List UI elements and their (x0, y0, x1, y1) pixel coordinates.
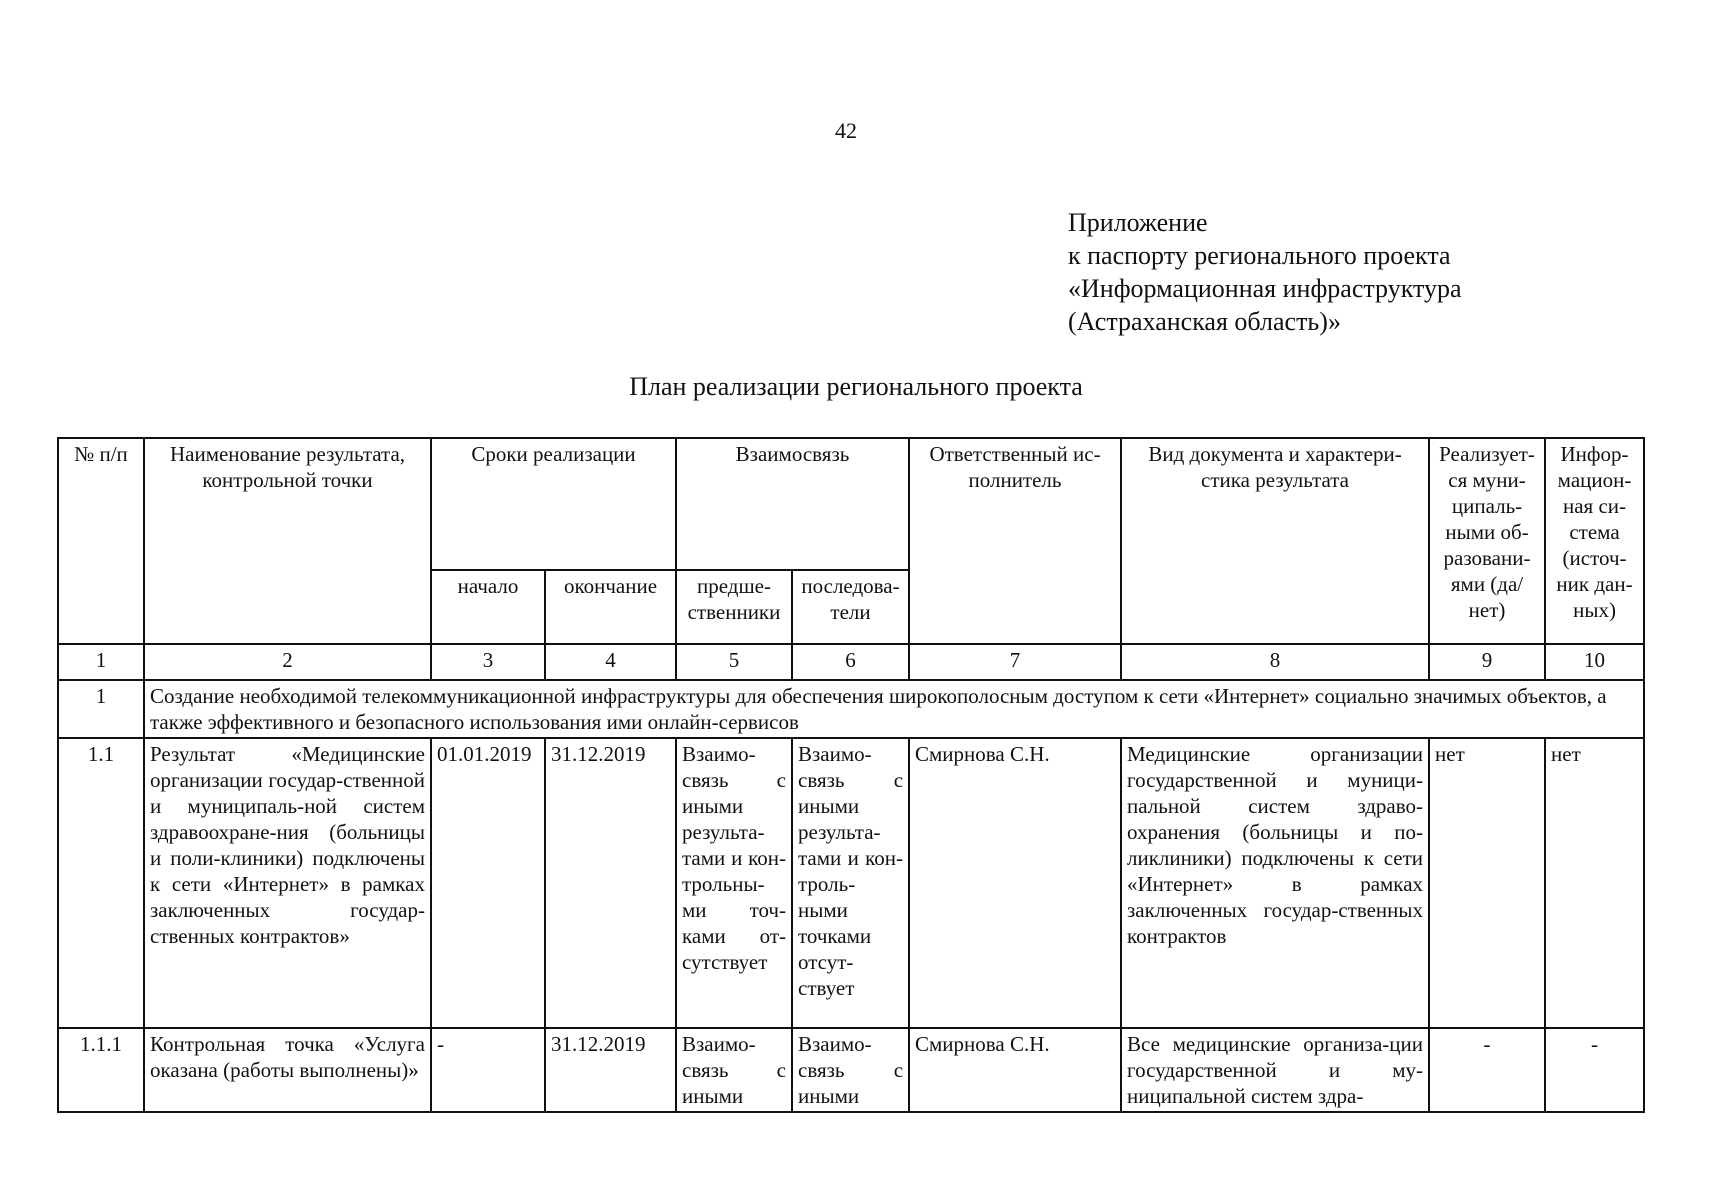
column-number: 1 (58, 644, 144, 680)
row-responsible: Смирнова С.Н. (909, 1028, 1121, 1112)
row-predecessors: Взаимо-связь с иными результа-тами и кон-трольны-ми точ-ками от-сутствует (676, 738, 792, 1028)
row-end-date: 31.12.2019 (545, 738, 676, 1028)
column-number: 5 (676, 644, 792, 680)
page-number: 42 (835, 118, 857, 143)
appendix-line-4: (Астраханская область)» (1068, 307, 1341, 336)
header-predecessors: предше-ственники (676, 570, 792, 644)
row-successors: Взаимо-связь с иными результа-тами и кон-троль-ными точками отсут-ствует (792, 738, 909, 1028)
appendix-line-2: к паспорту регионального проекта (1068, 241, 1451, 270)
header-row-1 (58, 438, 1644, 570)
row-municipal: нет (1429, 738, 1545, 1028)
column-number: 10 (1545, 644, 1644, 680)
section-title: Создание необходимой телекоммуникационной инфраструктуры для обеспечения широкополосным доступом к сети «Интернет» социально значимых объектов, а также эффективного и безопасного использования ими онлайн-сервисов (144, 680, 1644, 738)
row-info-system: - (1545, 1028, 1644, 1112)
header-responsible: Ответственный ис-полнитель (909, 438, 1121, 644)
row-successors: Взаимо-связь с иными (792, 1028, 909, 1112)
header-end: окончание (545, 570, 676, 644)
header-sroki: Сроки реализации (431, 438, 676, 570)
section-row (58, 680, 1644, 738)
column-number: 7 (909, 644, 1121, 680)
section-number: 1 (58, 680, 144, 738)
column-number: 3 (431, 644, 545, 680)
header-number: № п/п (58, 438, 144, 644)
column-number: 8 (1121, 644, 1429, 680)
header-successors: последова-тели (792, 570, 909, 644)
column-number: 4 (545, 644, 676, 680)
row-name: Контрольная точка «Услуга оказана (работы выполнены)» (144, 1028, 431, 1112)
header-info-system: Инфор-мацион-ная си-стема (источ-ник дан-ных) (1545, 438, 1644, 644)
row-number: 1.1.1 (58, 1028, 144, 1112)
column-number: 6 (792, 644, 909, 680)
row-number: 1.1 (58, 738, 144, 1028)
row-start-date: - (431, 1028, 545, 1112)
table-row (58, 738, 1644, 1028)
appendix-line-1: Приложение (1068, 208, 1208, 237)
header-municipal: Реализует-ся муни-ципаль-ными об-разовани-ями (да/нет) (1429, 438, 1545, 644)
column-number: 9 (1429, 644, 1545, 680)
row-municipal: - (1429, 1028, 1545, 1112)
plan-table (57, 437, 1645, 1113)
header-document: Вид документа и характери-стика результата (1121, 438, 1429, 644)
row-end-date: 31.12.2019 (545, 1028, 676, 1112)
row-info-system: нет (1545, 738, 1644, 1028)
header-name: Наименование результата, контрольной точки (144, 438, 431, 644)
header-start: начало (431, 570, 545, 644)
row-name: Результат «Медицинские организации государ-ственной и муниципаль-ной систем здравоохране-ния (больницы и поли-клиники) подключены к сети «Интернет» в рамках заключенных государ-ственных контрактов» (144, 738, 431, 1028)
column-number-row (58, 644, 1644, 680)
row-document: Медицинские организации государственной и муници-пальной систем здраво-охранения (больницы и по-ликлиники) подключены к сети «Интернет» в рамках заключенных государ-ственных контрактов (1121, 738, 1429, 1028)
column-number: 2 (144, 644, 431, 680)
header-vzaimosvyaz: Взаимосвязь (676, 438, 909, 570)
appendix-note (1068, 206, 1462, 338)
row-responsible: Смирнова С.Н. (909, 738, 1121, 1028)
document-title: План реализации регионального проекта (629, 372, 1083, 401)
table-row (58, 1028, 1644, 1112)
row-document: Все медицинские организа-ции государственной и му-ниципальной систем здра- (1121, 1028, 1429, 1112)
row-predecessors: Взаимо-связь с иными (676, 1028, 792, 1112)
row-start-date: 01.01.2019 (431, 738, 545, 1028)
appendix-line-3: «Информационная инфраструктура (1068, 274, 1462, 303)
